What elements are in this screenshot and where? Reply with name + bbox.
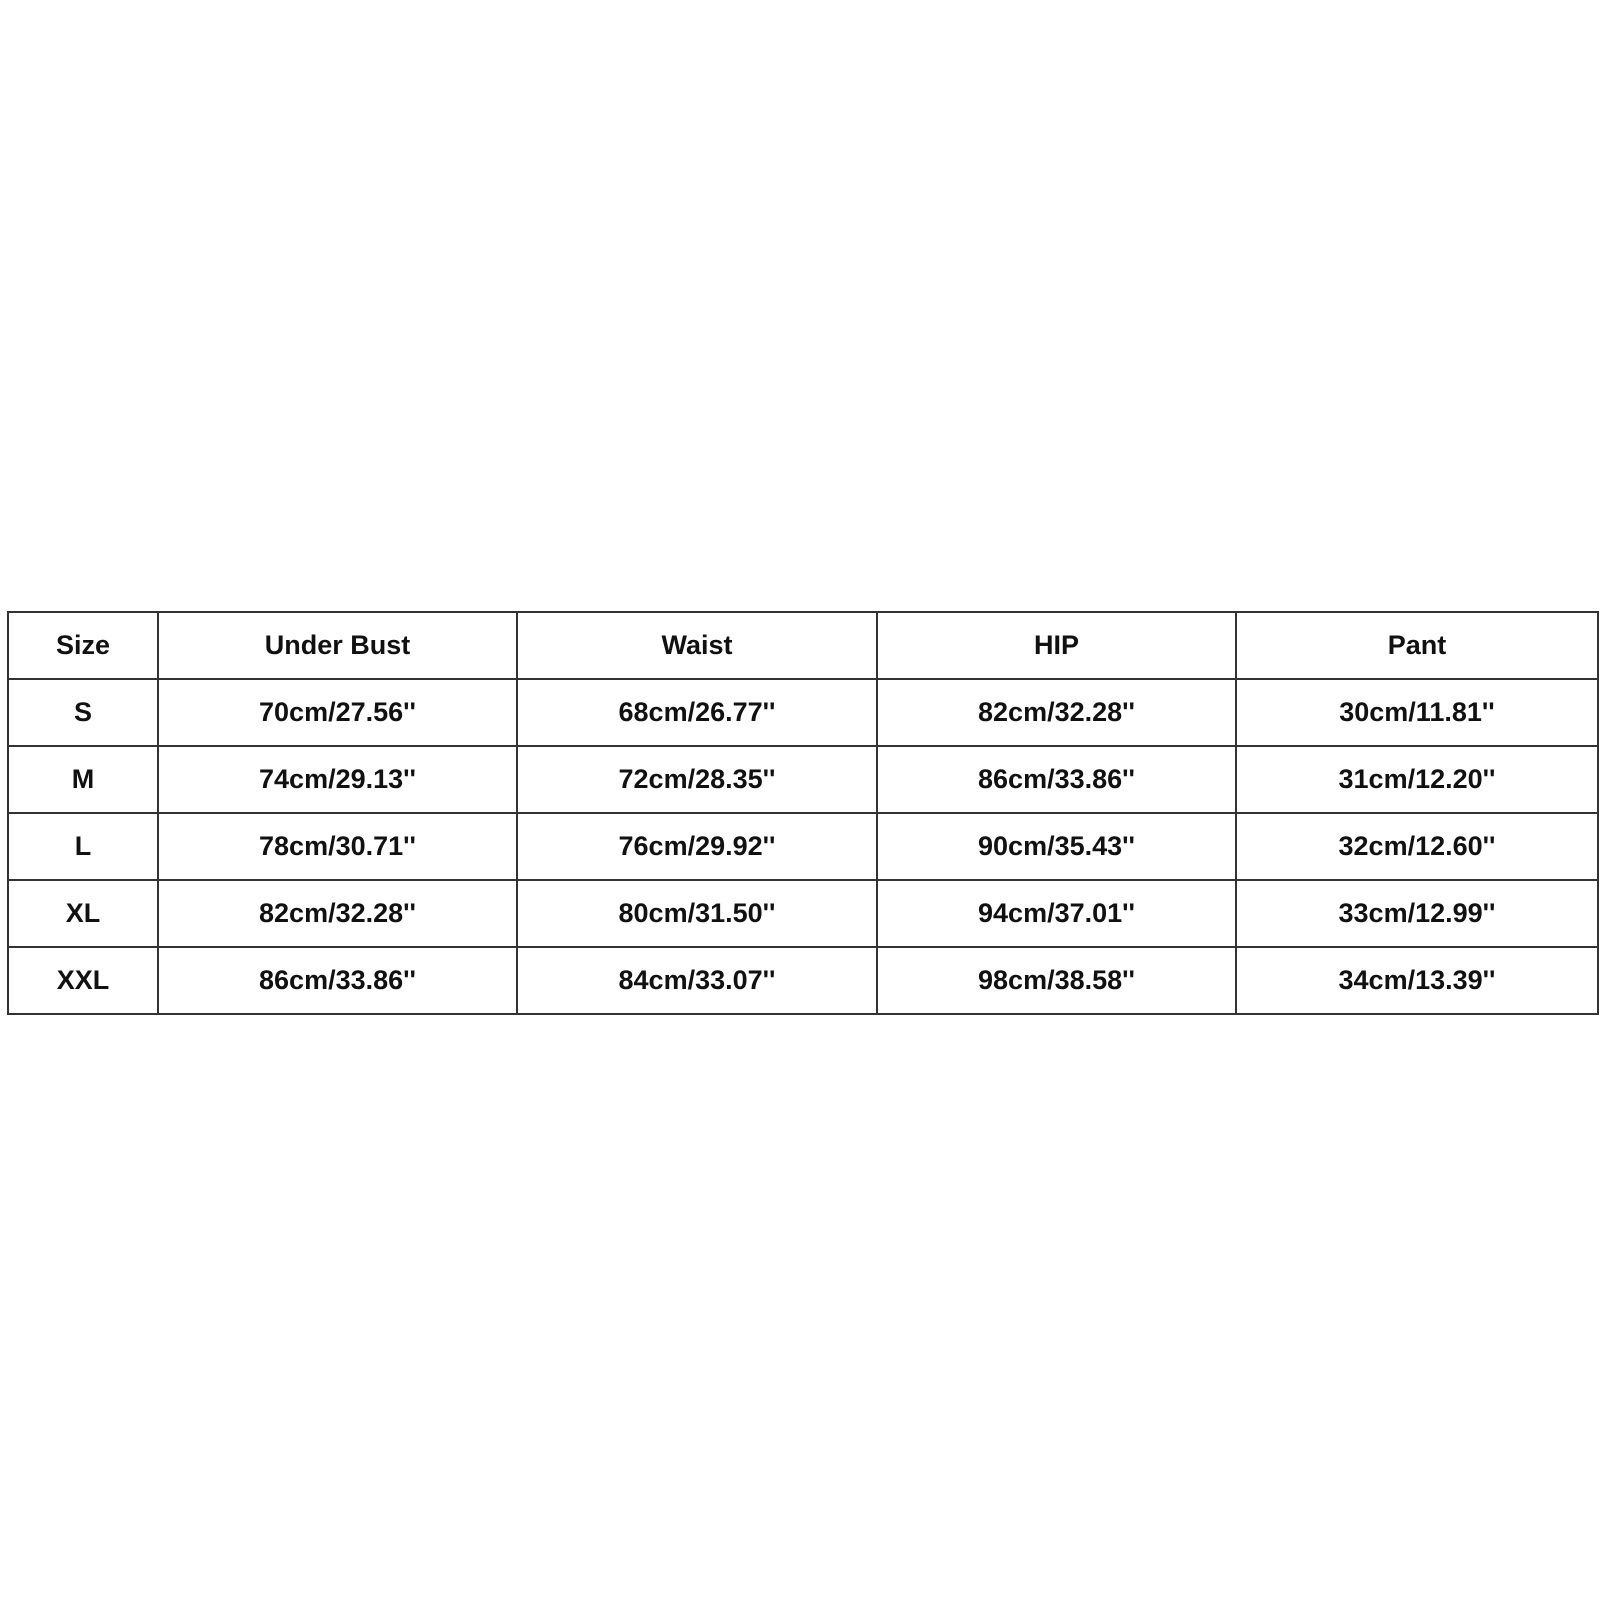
size-cell: S xyxy=(8,679,158,746)
hip-cell: 82cm/32.28'' xyxy=(877,679,1236,746)
waist-cell: 68cm/26.77'' xyxy=(517,679,877,746)
size-chart-table xyxy=(7,611,1599,1015)
table-row xyxy=(8,880,1598,947)
size-cell: L xyxy=(8,813,158,880)
pant-cell: 33cm/12.99'' xyxy=(1236,880,1598,947)
column-header-size: Size xyxy=(8,612,158,679)
under-bust-cell: 82cm/32.28'' xyxy=(158,880,517,947)
table-row xyxy=(8,813,1598,880)
waist-cell: 80cm/31.50'' xyxy=(517,880,877,947)
size-cell: M xyxy=(8,746,158,813)
pant-cell: 32cm/12.60'' xyxy=(1236,813,1598,880)
waist-cell: 84cm/33.07'' xyxy=(517,947,877,1014)
pant-cell: 34cm/13.39'' xyxy=(1236,947,1598,1014)
column-header-waist: Waist xyxy=(517,612,877,679)
size-chart xyxy=(7,611,1597,1003)
under-bust-cell: 74cm/29.13'' xyxy=(158,746,517,813)
column-header-under-bust: Under Bust xyxy=(158,612,517,679)
under-bust-cell: 70cm/27.56'' xyxy=(158,679,517,746)
hip-cell: 98cm/38.58'' xyxy=(877,947,1236,1014)
size-cell: XL xyxy=(8,880,158,947)
column-header-hip: HIP xyxy=(877,612,1236,679)
under-bust-cell: 86cm/33.86'' xyxy=(158,947,517,1014)
hip-cell: 86cm/33.86'' xyxy=(877,746,1236,813)
table-row xyxy=(8,947,1598,1014)
under-bust-cell: 78cm/30.71'' xyxy=(158,813,517,880)
size-cell: XXL xyxy=(8,947,158,1014)
table-row xyxy=(8,679,1598,746)
pant-cell: 30cm/11.81'' xyxy=(1236,679,1598,746)
table-row xyxy=(8,746,1598,813)
hip-cell: 90cm/35.43'' xyxy=(877,813,1236,880)
table-header-row xyxy=(8,612,1598,679)
waist-cell: 72cm/28.35'' xyxy=(517,746,877,813)
waist-cell: 76cm/29.92'' xyxy=(517,813,877,880)
column-header-pant: Pant xyxy=(1236,612,1598,679)
hip-cell: 94cm/37.01'' xyxy=(877,880,1236,947)
pant-cell: 31cm/12.20'' xyxy=(1236,746,1598,813)
